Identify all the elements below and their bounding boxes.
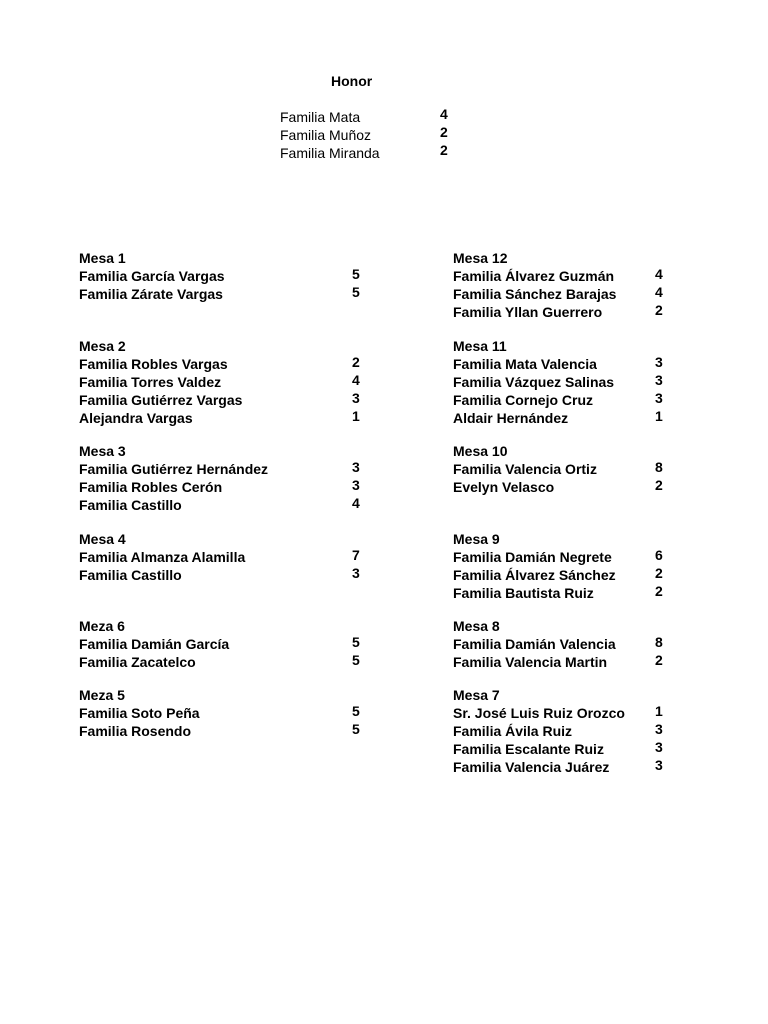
table-group	[453, 442, 673, 496]
honor-section	[0, 0, 768, 170]
table-group	[453, 249, 673, 321]
table-title: Mesa 10	[453, 443, 508, 459]
guest-name: Familia Gutiérrez Hernández	[79, 461, 269, 477]
guest-name: Familia García Vargas	[79, 268, 225, 284]
table-title: Mesa 2	[79, 338, 126, 354]
guest-entry	[79, 548, 379, 566]
guest-entry	[79, 478, 379, 496]
guest-name: Familia Sánchez Barajas	[453, 286, 617, 302]
table-group	[79, 249, 379, 303]
table-title: Mesa 11	[453, 338, 507, 354]
guest-entry	[453, 548, 673, 566]
guest-name: Familia Álvarez Sánchez	[453, 567, 616, 583]
table-title: Mesa 8	[453, 618, 500, 634]
guest-entry	[79, 704, 379, 722]
guest-entry	[79, 722, 379, 740]
guest-entry	[453, 722, 673, 740]
guest-name: Familia Yllan Guerrero	[453, 304, 603, 320]
guest-name: Aldair Hernández	[453, 410, 569, 426]
guest-entry	[453, 303, 673, 321]
guest-count: 7	[352, 547, 360, 563]
honor-entry-count: 2	[440, 142, 448, 158]
guest-entry	[453, 460, 673, 478]
table-title: Mesa 3	[79, 443, 126, 459]
table-title: Mesa 1	[79, 250, 126, 266]
guest-entry	[79, 285, 379, 303]
guest-count: 1	[655, 703, 663, 719]
guest-count: 2	[655, 477, 663, 493]
guest-name: Familia Damián Valencia	[453, 636, 616, 652]
guest-name: Familia Ávila Ruiz	[453, 723, 573, 739]
guest-entry	[453, 584, 673, 602]
guest-entry	[79, 566, 379, 584]
guest-count: 2	[655, 302, 663, 318]
honor-entry-count: 4	[440, 106, 448, 122]
guest-entry	[79, 355, 379, 373]
guest-entry	[453, 758, 673, 776]
guest-count: 5	[352, 266, 360, 282]
guest-name: Familia Valencia Ortiz	[453, 461, 597, 477]
guest-count: 3	[352, 390, 360, 406]
guest-entry	[79, 373, 379, 391]
guest-entry	[79, 653, 379, 671]
table-title: Meza 6	[79, 618, 125, 634]
table-group	[79, 337, 379, 427]
guest-entry	[453, 355, 673, 373]
guest-name: Familia Rosendo	[79, 723, 192, 739]
guest-count: 5	[352, 652, 360, 668]
guest-count: 2	[655, 583, 663, 599]
guest-entry	[453, 704, 673, 722]
guest-count: 1	[655, 408, 663, 424]
guest-count: 3	[655, 372, 663, 388]
guest-entry	[453, 566, 673, 584]
guest-count: 5	[352, 721, 360, 737]
guest-entry	[79, 409, 379, 427]
guest-name: Familia Robles Vargas	[79, 356, 228, 372]
guest-entry	[453, 478, 673, 496]
guest-name: Sr. José Luis Ruiz Orozco	[453, 705, 625, 721]
guest-entry	[453, 391, 673, 409]
guest-name: Familia Vázquez Salinas	[453, 374, 615, 390]
honor-entry	[280, 142, 460, 163]
guest-count: 3	[352, 477, 360, 493]
guest-count: 2	[655, 652, 663, 668]
table-title: Mesa 12	[453, 250, 508, 266]
guest-entry	[453, 267, 673, 285]
table-group	[453, 617, 673, 671]
honor-title: Honor	[331, 73, 373, 89]
guest-name: Familia Zacatelco	[79, 654, 196, 670]
guest-entry	[79, 267, 379, 285]
guest-name: Familia Escalante Ruiz	[453, 741, 604, 757]
honor-entry	[280, 124, 460, 145]
guest-name: Familia Cornejo Cruz	[453, 392, 594, 408]
guest-count: 5	[352, 703, 360, 719]
honor-entry-count: 2	[440, 124, 448, 140]
guest-count: 3	[655, 739, 663, 755]
guest-name: Familia Castillo	[79, 567, 182, 583]
honor-entry-name: Familia Mata	[280, 109, 361, 125]
guest-entry	[79, 496, 379, 514]
guest-count: 3	[352, 565, 360, 581]
guest-count: 8	[655, 634, 663, 650]
table-title: Meza 5	[79, 687, 125, 703]
honor-entry-name: Familia Miranda	[280, 145, 380, 161]
guest-name: Familia Almanza Alamilla	[79, 549, 246, 565]
guest-count: 3	[655, 354, 663, 370]
guest-name: Familia Damián García	[79, 636, 230, 652]
guest-name: Familia Zárate Vargas	[79, 286, 223, 302]
guest-name: Familia Castillo	[79, 497, 182, 513]
honor-entry	[280, 106, 460, 127]
table-group	[453, 686, 673, 776]
guest-name: Familia Valencia Juárez	[453, 759, 610, 775]
guest-entry	[79, 635, 379, 653]
guest-count: 3	[352, 459, 360, 475]
guest-name: Familia Gutiérrez Vargas	[79, 392, 243, 408]
guest-name: Evelyn Velasco	[453, 479, 555, 495]
guest-name: Familia Mata Valencia	[453, 356, 597, 372]
table-title: Mesa 7	[453, 687, 500, 703]
honor-entry-name: Familia Muñoz	[280, 127, 372, 143]
table-group	[453, 530, 673, 602]
guest-count: 3	[655, 390, 663, 406]
table-group	[79, 617, 379, 671]
guest-count: 3	[655, 757, 663, 773]
guest-count: 2	[655, 565, 663, 581]
table-group	[79, 442, 379, 514]
table-title: Mesa 9	[453, 531, 500, 547]
table-group	[453, 337, 673, 427]
guest-count: 5	[352, 284, 360, 300]
guest-name: Familia Damián Negrete	[453, 549, 612, 565]
guest-count: 4	[352, 495, 360, 511]
guest-count: 4	[655, 266, 663, 282]
guest-name: Familia Soto Peña	[79, 705, 200, 721]
guest-count: 2	[352, 354, 360, 370]
guest-name: Familia Robles Cerón	[79, 479, 223, 495]
table-title: Mesa 4	[79, 531, 126, 547]
guest-name: Alejandra Vargas	[79, 410, 193, 426]
guest-name: Familia Bautista Ruiz	[453, 585, 594, 601]
guest-count: 6	[655, 547, 663, 563]
guest-count: 3	[655, 721, 663, 737]
guest-entry	[79, 391, 379, 409]
table-group	[79, 530, 379, 584]
guest-entry	[79, 460, 379, 478]
guest-name: Familia Torres Valdez	[79, 374, 222, 390]
table-group	[79, 686, 379, 740]
guest-count: 8	[655, 459, 663, 475]
guest-name: Familia Álvarez Guzmán	[453, 268, 615, 284]
guest-entry	[453, 653, 673, 671]
guest-entry	[453, 740, 673, 758]
guest-entry	[453, 635, 673, 653]
guest-entry	[453, 373, 673, 391]
guest-count: 1	[352, 408, 360, 424]
guest-name: Familia Valencia Martin	[453, 654, 608, 670]
guest-entry	[453, 285, 673, 303]
guest-count: 4	[352, 372, 360, 388]
guest-count: 4	[655, 284, 663, 300]
guest-entry	[453, 409, 673, 427]
guest-count: 5	[352, 634, 360, 650]
